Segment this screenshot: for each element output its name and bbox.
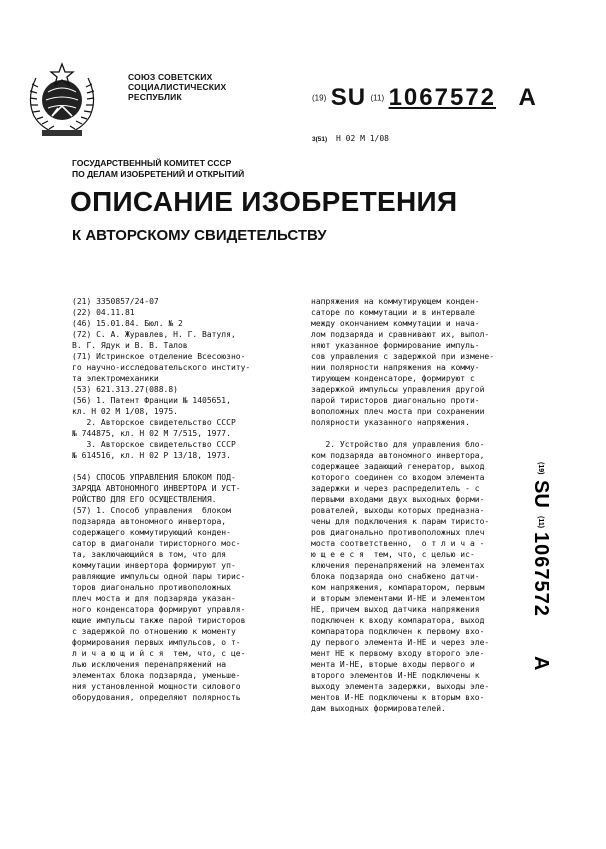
text-line: ком подзаряда автономного инвертора, bbox=[311, 451, 485, 460]
text-line: лью исключения перенапряжений на bbox=[72, 660, 227, 669]
text-line: (57) 1. Способ управления блоком bbox=[72, 506, 231, 515]
text-line: равляющие импульсы одной пары тирис- bbox=[72, 572, 246, 581]
text-line: ментов И-НЕ подключены к вторым вхо- bbox=[311, 693, 485, 702]
text-line: плеч моста и для подзаряда указан- bbox=[72, 594, 236, 603]
text-line: содержащее задающий генератор, выход bbox=[311, 462, 485, 471]
text-line bbox=[72, 461, 300, 472]
text-line: мент НЕ к первому входу второго эле- bbox=[311, 649, 485, 658]
text-line: между окончанием коммутации и нача- bbox=[311, 319, 480, 328]
text-line: тирующем конденсаторе, формируют с bbox=[311, 374, 475, 383]
text-line: НЕ, причем выход датчика напряжения bbox=[311, 605, 480, 614]
text-line: (71) Истринское отделение Всесоюзно- bbox=[72, 352, 246, 361]
text-line: 3. Авторское свидетельство СССР bbox=[72, 440, 236, 449]
patent-number-block bbox=[312, 84, 602, 112]
text-line: 2. Авторское свидетельство СССР bbox=[72, 418, 236, 427]
text-line: элементах блока подзаряда, уменьше- bbox=[72, 671, 241, 680]
text-line: нии полярности напряжения на комму- bbox=[311, 363, 480, 372]
text-line: та, заключающийся в том, что для bbox=[72, 550, 227, 559]
text-line: торов диагонально противоположных bbox=[72, 583, 231, 592]
text-line: первыми входами двух выходных форми- bbox=[311, 495, 485, 504]
text-line: кл. Н 02 М 1/08, 1975. bbox=[72, 407, 178, 416]
ipc-code-label: 3(51) bbox=[312, 136, 328, 143]
document-title: ОПИСАНИЕ ИЗОБРЕТЕНИЯ bbox=[70, 186, 458, 217]
text-line: задержкой импульсы управления другой bbox=[311, 385, 485, 394]
text-line: № 614516, кл. Н 02 Р 13/18, 1973. bbox=[72, 451, 231, 460]
text-line: подключен к входу компаратора, выход bbox=[311, 616, 485, 625]
text-line: (72) С. А. Журавлев, Н. Г. Ватуля, bbox=[72, 330, 236, 339]
text-line: чены для подключения к парам тиристо- bbox=[311, 517, 490, 526]
text-line: няют указанное формирование импуль- bbox=[311, 341, 480, 350]
committee-name bbox=[72, 158, 282, 180]
side-number: 1067572 bbox=[530, 532, 552, 617]
text-line: (56) 1. Патент Франции № 1405651, bbox=[72, 396, 231, 405]
text-line: № 744875, кл. Н 02 М 7/515, 1977. bbox=[72, 429, 231, 438]
union-line: СОЦИАЛИСТИЧЕСКИХ bbox=[128, 82, 227, 92]
text-line: ключения перенапряжений на элементах bbox=[311, 561, 485, 570]
kind-code: A bbox=[518, 84, 536, 111]
text-line: содержащего коммутирующий конден- bbox=[72, 528, 231, 537]
text-line: (46) 15.01.84. Бюл. № 2 bbox=[72, 319, 183, 328]
text-line: ЗАРЯДА АВТОНОМНОГО ИНВЕРТОРА И УСТ- bbox=[72, 484, 241, 493]
union-line: РЕСПУБЛИК bbox=[128, 92, 182, 102]
text-line: сатор в диагонали тиристорного мос- bbox=[72, 539, 241, 548]
text-line: л и ч а ю щ и й с я тем, что, с це- bbox=[72, 649, 246, 658]
text-line: (53) 621.313.27(088.8) bbox=[72, 385, 178, 394]
text-line: с задержкой по отношению к моменту bbox=[72, 627, 236, 636]
text-line: воположных плеч моста при сохранении bbox=[311, 407, 485, 416]
left-text-column bbox=[72, 296, 300, 703]
side-patent-code bbox=[530, 460, 557, 680]
text-line: ния установленной мощности силового bbox=[72, 682, 241, 691]
side-country: SU bbox=[530, 480, 552, 508]
text-line: выходу элемента задержки, выходы эле- bbox=[311, 682, 490, 691]
text-line: (21) 3350857/24-07 bbox=[72, 297, 159, 306]
text-line: блока подзаряда оно снабжено датчи- bbox=[311, 572, 480, 581]
text-line: коммутации инвертора формируют уп- bbox=[72, 561, 236, 570]
text-line: парой тиристоров диагонально проти- bbox=[311, 396, 480, 405]
text-line: (54) СПОСОБ УПРАВЛЕНИЯ БЛОКОМ ПОД- bbox=[72, 473, 236, 482]
document-subtitle: К АВТОРСКОМУ СВИДЕТЕЛЬСТВУ bbox=[72, 227, 327, 244]
union-name bbox=[128, 72, 238, 102]
text-line: 2. Устройство для управления бло- bbox=[311, 440, 485, 449]
text-line: и вторым элементами И-НЕ и элементом bbox=[311, 594, 485, 603]
text-line: саторе по коммутации и в интервале bbox=[311, 308, 475, 317]
text-line: задержки и через распределитель - с bbox=[311, 484, 480, 493]
text-line: го научно-исследовательского институ- bbox=[72, 363, 251, 372]
text-line: мента И-НЕ, вторые входы первого и bbox=[311, 660, 475, 669]
union-line: СОЮЗ СОВЕТСКИХ bbox=[128, 72, 213, 82]
ipc-classification: Н 02 М 1/08 bbox=[336, 134, 389, 143]
patent-number: 1067572 bbox=[388, 84, 497, 111]
text-line: та электромеханики bbox=[72, 374, 159, 383]
text-line: оборудования, определяют полярность bbox=[72, 693, 241, 702]
text-line: напряжения на коммутирующем конден- bbox=[311, 297, 480, 306]
text-line: (22) 04.11.81 bbox=[72, 308, 135, 317]
text-line: сов управления с задержкой при измене- bbox=[311, 352, 495, 361]
state-emblem-icon bbox=[22, 58, 102, 140]
text-line: моста соответственно, о т л и ч а - bbox=[311, 539, 485, 548]
text-line: лом подзаряда и сравнивают их, выпол- bbox=[311, 330, 490, 339]
text-line: ду первого элемента И-НЕ и через эле- bbox=[311, 638, 490, 647]
committee-line: ПО ДЕЛАМ ИЗОБРЕТЕНИЙ И ОТКРЫТИЙ bbox=[72, 169, 245, 179]
text-line: ком напряжения, компаратором, первым bbox=[311, 583, 485, 592]
text-line: ров диагонально противоположных плеч bbox=[311, 528, 485, 537]
text-line: формирования первых импульсов, о т- bbox=[72, 638, 241, 647]
text-line: ющие импульсы также парой тиристоров bbox=[72, 616, 246, 625]
text-line: полярности указанного напряжения. bbox=[311, 418, 470, 427]
text-line: второго элементов И-НЕ подключены к bbox=[311, 671, 480, 680]
text-line: ю щ е е с я тем, что, с целью ис- bbox=[311, 550, 475, 559]
side-code-19: (19) bbox=[537, 462, 544, 475]
text-line: В. Г. Ядук и В. В. Талов bbox=[72, 341, 188, 350]
text-line: подзаряда автономного инвертора, bbox=[72, 517, 227, 526]
right-text-column bbox=[311, 296, 541, 714]
side-code-11: (11) bbox=[537, 516, 544, 529]
text-line: которого соединен со входом элемента bbox=[311, 473, 485, 482]
code-19: (19) bbox=[312, 93, 327, 103]
text-line: ного конденсатора формируют управля- bbox=[72, 605, 246, 614]
side-kind: A bbox=[530, 656, 552, 671]
text-line: дам выходных формирователей. bbox=[311, 704, 446, 713]
text-line: РОЙСТВО ДЛЯ ЕГО ОСУЩЕСТВЛЕНИЯ. bbox=[72, 495, 217, 504]
ipc-line bbox=[312, 134, 389, 143]
text-line bbox=[311, 428, 541, 439]
committee-line: ГОСУДАРСТВЕННЫЙ КОМИТЕТ СССР bbox=[72, 158, 232, 168]
text-line: рователей, выходы которых предназна- bbox=[311, 506, 485, 515]
code-11: (11) bbox=[370, 93, 385, 103]
text-line: компаратора подключен к первому вхо- bbox=[311, 627, 485, 636]
country-code: SU bbox=[330, 84, 367, 111]
